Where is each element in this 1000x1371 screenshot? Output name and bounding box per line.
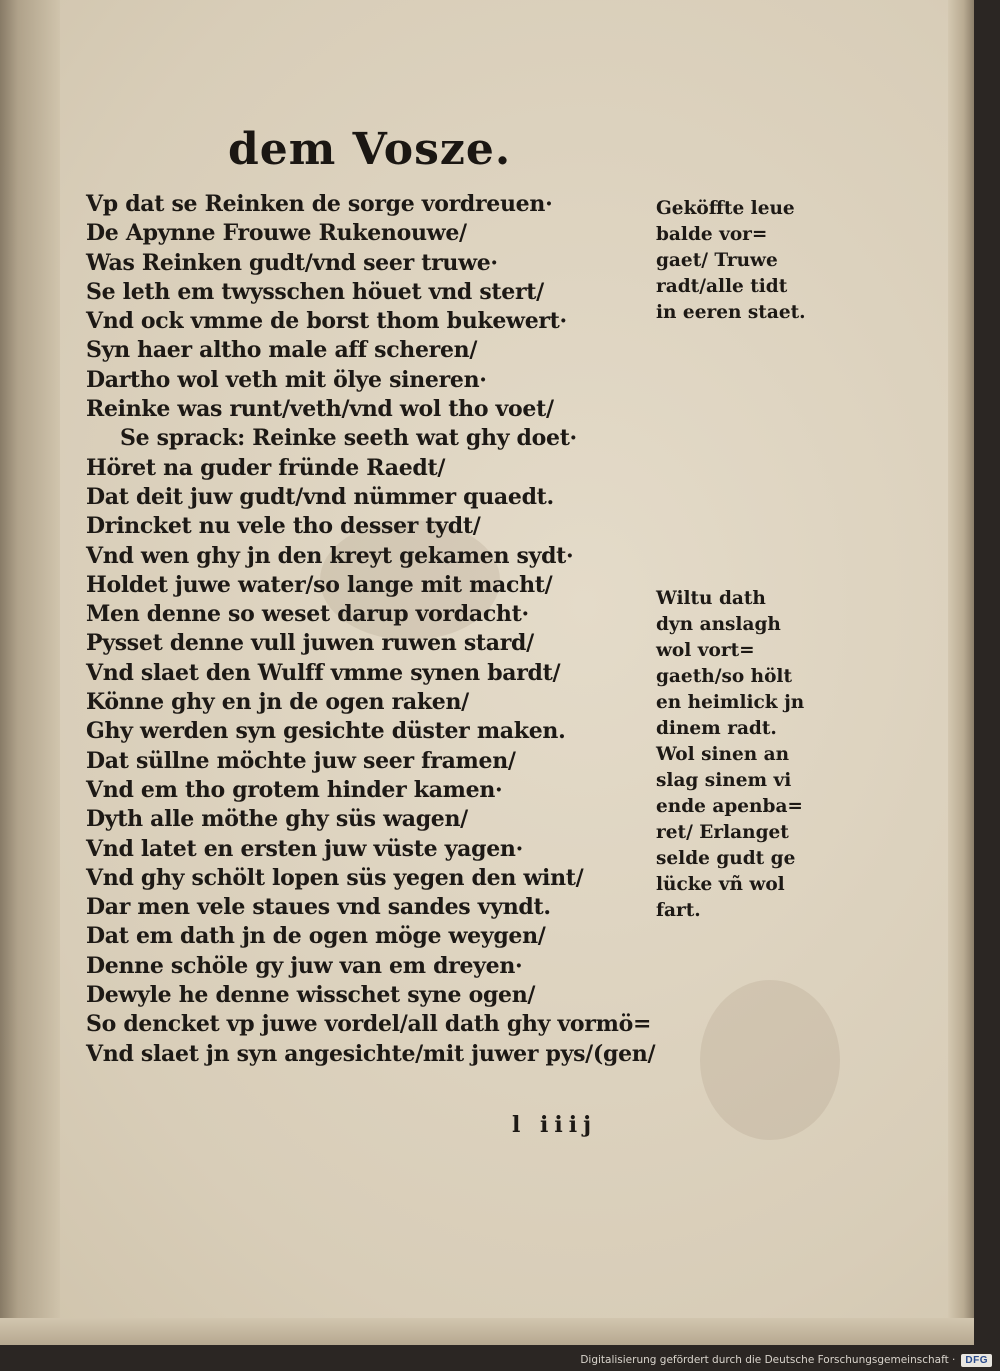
verse-line: Was Reinken gudt/vnd seer truwe· — [86, 249, 498, 276]
margin-note-line: selde gudt ge — [656, 848, 796, 869]
signature-mark: l iiij — [512, 1112, 598, 1138]
verse-line: Dat deit juw gudt/vnd nümmer quaedt. — [86, 483, 554, 510]
verse-line: Denne schöle gy juw van em dreyen· — [86, 952, 523, 979]
page-gutter-shadow — [0, 0, 60, 1345]
verse-line: Men denne so weset darup vordacht· — [86, 601, 529, 628]
margin-note-line: radt/alle tidt — [656, 276, 788, 297]
verse-line: Vnd slaet jn syn angesichte/mit juwer pys/(gen/ — [86, 1040, 656, 1067]
verse-line: Dat em dath jn de ogen möge weygen/ — [86, 923, 546, 950]
margin-note-line: dinem radt. — [656, 718, 777, 739]
verse-line: Se sprack: Reinke seeth wat ghy doet· — [120, 425, 577, 452]
verse-line: Dat süllne möchte juw seer framen/ — [86, 747, 516, 774]
page-edge-right — [948, 0, 974, 1345]
margin-note-line: en heimlick jn — [656, 692, 805, 713]
verse-line: De Apynne Frouwe Rukenouwe/ — [86, 220, 467, 247]
verse-block — [86, 190, 656, 1069]
verse-line: Vnd latet en ersten juw vüste yagen· — [86, 835, 523, 862]
verse-line: Dewyle he denne wisschet syne ogen/ — [86, 982, 536, 1009]
margin-note-line: balde vor= — [656, 224, 768, 245]
running-head: dem Vosze. — [228, 124, 512, 175]
verse-line: Vnd wen ghy jn den kreyt gekamen sydt· — [86, 542, 574, 569]
verse-line: Dyth alle möthe ghy süs wagen/ — [86, 806, 468, 833]
margin-note-line: Wiltu dath — [656, 588, 766, 609]
verse-line: Vnd em tho grotem hinder kamen· — [86, 776, 503, 803]
verse-line: Vnd slaet den Wulff vmme synen bardt/ — [86, 659, 561, 686]
verse-line: Drincket nu vele tho desser tydt/ — [86, 513, 481, 540]
margin-note-line: ret/ Erlanget — [656, 822, 789, 843]
verse-line: Vnd ghy schölt lopen süs yegen den wint/ — [86, 864, 584, 891]
margin-note-2 — [656, 586, 806, 924]
margin-note-line: ende apenba= — [656, 796, 803, 817]
margin-note-line: gaet/ Truwe — [656, 250, 778, 271]
verse-line: Holdet juwe water/so lange mit macht/ — [86, 571, 553, 598]
margin-note-line: in eeren staet. — [656, 302, 806, 323]
verse-line: Könne ghy en jn de ogen raken/ — [86, 689, 469, 716]
verse-line: Pysset denne vull juwen ruwen stard/ — [86, 630, 534, 657]
page-edge-bottom — [0, 1318, 974, 1345]
verse-line: Vnd ock vmme de borst thom bukewert· — [86, 308, 567, 335]
verse-line: Dar men vele staues vnd sandes vyndt. — [86, 894, 551, 921]
verse-line: Vp dat se Reinken de sorge vordreuen· — [86, 191, 553, 217]
margin-note-line: Wol sinen an — [656, 744, 790, 765]
funding-credit: Digitalisierung gefördert durch die Deutsche Forschungsgemeinschaft · — [580, 1354, 956, 1366]
verse-line: Syn haer altho male aff scheren/ — [86, 337, 478, 364]
dfg-logo: DFG — [961, 1354, 992, 1367]
verse-line: Höret na guder fründe Raedt/ — [86, 454, 446, 481]
verse-line: Ghy werden syn gesichte düster maken. — [86, 718, 566, 745]
margin-note-line: fart. — [656, 900, 701, 921]
verse-line: So dencket vp juwe vordel/all dath ghy vormö= — [86, 1011, 652, 1038]
footer-bar — [0, 1349, 1000, 1371]
verse-line: Reinke was runt/veth/vnd wol tho voet/ — [86, 396, 554, 423]
margin-note-line: lücke vñ wol — [656, 874, 785, 895]
margin-note-line: slag sinem vi — [656, 770, 792, 791]
margin-note-1 — [656, 196, 806, 326]
margin-note-line: dyn anslagh — [656, 614, 781, 635]
verse-line: Dartho wol veth mit ölye sineren· — [86, 366, 487, 393]
paper-stain — [700, 980, 840, 1140]
verse-line: Se leth em twysschen höuet vnd stert/ — [86, 278, 544, 305]
margin-note-line: Geköffte leue — [656, 198, 795, 219]
margin-note-line: wol vort= — [656, 640, 755, 661]
margin-note-line: gaeth/so hölt — [656, 666, 793, 687]
